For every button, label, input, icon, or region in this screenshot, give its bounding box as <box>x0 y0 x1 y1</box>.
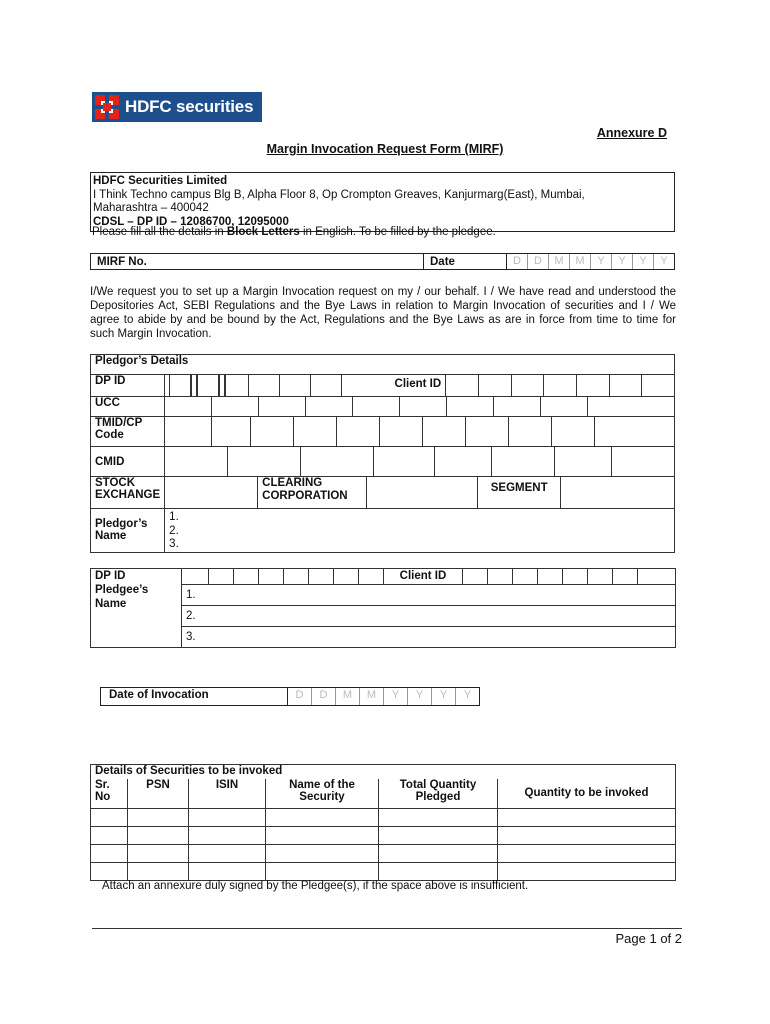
date-cell[interactable]: D <box>507 254 528 269</box>
pledgor-name-3[interactable]: 3. <box>169 538 179 550</box>
instruction-bold: Block Letters <box>226 226 300 238</box>
company-name: HDFC Securities Limited <box>93 175 228 187</box>
pledgor-client-id-label: Client ID <box>394 378 442 390</box>
pledgee-client-id-cell[interactable] <box>463 569 488 584</box>
mirf-row <box>90 253 675 270</box>
mirf-no-field[interactable] <box>91 254 424 269</box>
instruction-text: Please fill all the details in <box>92 226 227 238</box>
company-address-line2: Maharashtra – 400042 <box>93 202 209 214</box>
date-cell[interactable]: M <box>549 254 570 269</box>
request-paragraph: I/We request you to set up a Margin Invocation request on my / our behalf. I / We have read and understood the Depositories Act, SEBI Regulations and the Bye Laws in relation to Margin Invocation of securities and I / We agree to abide by and be bound by the Act, Regulations and the Bye Laws as are in force from time to time for such Margin Invocation. <box>90 286 676 340</box>
col-total-qty: Total Quantity Pledged <box>379 779 498 809</box>
instruction-text-end: in English. To be filled by the pledgee. <box>299 226 496 238</box>
date-input[interactable] <box>507 254 674 269</box>
col-security-name: Name of the Security <box>266 779 379 809</box>
stock-exchange-field[interactable] <box>165 477 258 508</box>
pledgee-name-2[interactable]: 2. <box>182 606 676 627</box>
date-cell[interactable]: Y <box>384 688 408 705</box>
pledgee-dp-id-cell[interactable] <box>359 569 384 584</box>
pledgee-id-row <box>182 569 676 585</box>
table-row[interactable] <box>91 827 676 845</box>
pledgor-client-id-field[interactable] <box>446 375 675 397</box>
date-of-invocation-input[interactable] <box>288 688 479 705</box>
tmid-cp-field[interactable] <box>165 417 675 447</box>
date-cell[interactable]: Y <box>612 254 633 269</box>
date-cell[interactable]: D <box>528 254 549 269</box>
pledgee-label-cell <box>91 569 182 648</box>
pledgor-name-label: Pledgor’s Name <box>91 509 165 553</box>
page-number: Page 1 of 2 <box>615 931 682 946</box>
clearing-corp-field[interactable] <box>367 477 478 508</box>
pledgee-client-id-cell[interactable] <box>613 569 638 584</box>
pledgee-client-id-cell[interactable] <box>563 569 588 584</box>
pledgor-dp-id-field[interactable] <box>165 375 446 397</box>
date-cell[interactable]: D <box>288 688 312 705</box>
pledgor-name-1[interactable]: 1. <box>169 511 179 523</box>
date-cell[interactable]: M <box>336 688 360 705</box>
pledgor-name-2[interactable]: 2. <box>169 524 179 537</box>
pledgor-dp-id-label: DP ID <box>91 375 165 397</box>
pledgee-client-id-cell[interactable] <box>488 569 513 584</box>
pledgee-dp-id-cell[interactable] <box>334 569 359 584</box>
pledgee-dp-id-cell[interactable] <box>209 569 234 584</box>
pledgee-dp-id-label: DP ID <box>95 570 126 582</box>
form-title: Margin Invocation Request Form (MIRF) <box>266 142 504 156</box>
hdfc-logo-icon <box>95 95 119 119</box>
col-qty-invoked: Quantity to be invoked <box>498 779 676 809</box>
date-of-invocation-row <box>100 687 480 706</box>
pledgee-client-id-cell[interactable] <box>513 569 538 584</box>
date-cell[interactable]: Y <box>432 688 456 705</box>
col-sr-no: Sr. No <box>91 779 128 809</box>
annexure-label: Annexure D <box>596 126 667 140</box>
pledgee-client-id-cell[interactable] <box>538 569 563 584</box>
pledgee-dp-id-cell[interactable] <box>309 569 334 584</box>
pledgor-heading: Pledgor’s Details <box>91 355 675 375</box>
date-cell[interactable]: M <box>360 688 384 705</box>
clearing-corp-label: CLEARING CORPORATION <box>258 477 367 508</box>
tmid-cp-label: TMID/CP Code <box>91 417 165 447</box>
ucc-field[interactable] <box>165 397 675 417</box>
date-cell[interactable]: Y <box>463 689 472 701</box>
pledgor-name-field[interactable] <box>165 509 675 553</box>
date-of-invocation-label: Date of Invocation <box>101 688 288 705</box>
pledgee-name-1[interactable]: 1. <box>182 585 676 606</box>
cmid-label: CMID <box>91 447 165 477</box>
pledgee-details-table <box>90 568 676 648</box>
segment-field[interactable] <box>561 477 674 508</box>
table-row[interactable] <box>91 809 676 827</box>
company-address-line1: I Think Techno campus Blg B, Alpha Floor 8, Op Crompton Greaves, Kanjurmarg(East), Mumbai, <box>93 188 585 201</box>
company-address-box <box>90 172 675 232</box>
mirf-no-label: MIRF No. <box>97 256 147 268</box>
pledgee-dp-id-cell[interactable] <box>284 569 309 584</box>
cdsl-dp-id: CDSL – DP ID – 12086700, 12095000 <box>93 215 289 228</box>
date-cell[interactable]: Y <box>633 254 654 269</box>
stock-exchange-label: STOCK EXCHANGE <box>91 477 165 509</box>
footer-divider <box>92 928 682 929</box>
pledgee-dp-id-cell[interactable] <box>234 569 259 584</box>
date-cell[interactable]: Y <box>591 254 612 269</box>
attach-annexure-note: Attach an annexure duly signed by the Pledgee(s), if the space above is insufficient. <box>102 880 529 892</box>
col-psn: PSN <box>128 779 189 809</box>
date-cell[interactable]: Y <box>660 255 668 267</box>
cmid-field[interactable] <box>165 447 675 477</box>
table-row[interactable] <box>91 845 676 863</box>
pledgor-details-table <box>90 354 675 553</box>
fill-instruction <box>92 226 496 238</box>
segment-label: SEGMENT <box>478 477 561 508</box>
date-cell[interactable]: M <box>570 254 591 269</box>
col-isin: ISIN <box>189 779 266 809</box>
pledgee-name-3[interactable]: 3. <box>182 627 676 648</box>
securities-heading: Details of Securities to be invoked <box>91 765 676 779</box>
date-cell[interactable]: Y <box>408 688 432 705</box>
exchange-row <box>165 477 675 509</box>
logo-text: HDFC securities <box>125 97 254 116</box>
date-cell[interactable]: D <box>312 688 336 705</box>
securities-table <box>90 764 676 881</box>
date-label: Date <box>424 254 507 269</box>
hdfc-securities-logo <box>92 92 262 122</box>
pledgee-client-id-cell[interactable] <box>638 569 675 584</box>
ucc-label: UCC <box>91 397 165 417</box>
pledgee-name-label: Pledgee’s Name <box>95 584 149 610</box>
table-row[interactable] <box>91 863 676 881</box>
pledgee-client-id-cell[interactable] <box>588 569 613 584</box>
pledgee-dp-id-cell[interactable] <box>259 569 284 584</box>
pledgee-client-id-label: Client ID <box>384 569 463 584</box>
pledgee-dp-id-cell[interactable] <box>182 569 209 584</box>
